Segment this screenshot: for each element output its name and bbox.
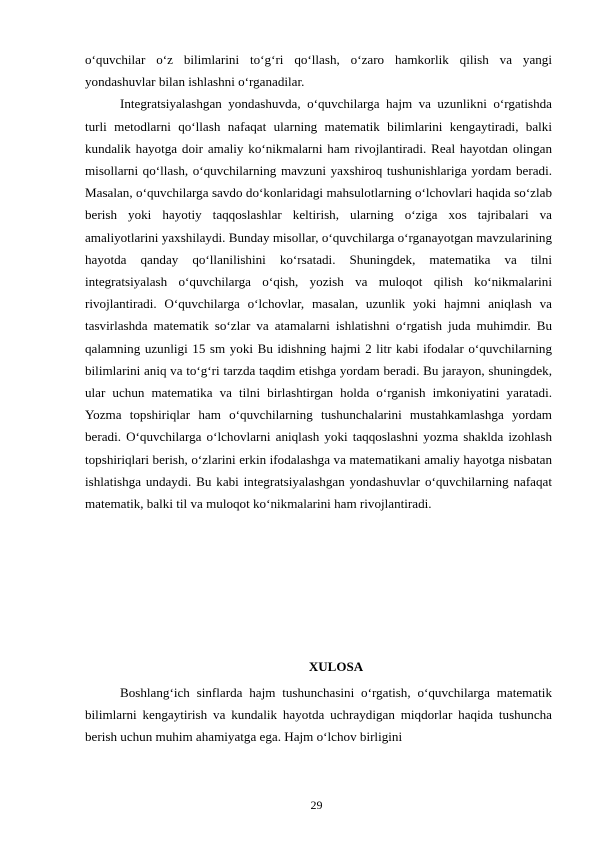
section-heading: XULOSA [308, 659, 364, 674]
conclusion-section [85, 682, 552, 749]
paragraph-integration: Integratsiyalashgan yondashuvda, o‘quvchilarga hajm va uzunlikni o‘rgatishda turli metodlarni qo‘llash nafaqat ularning matematik bilimlarini kengaytiradi, balki kundalik hayotga doir amaliy ko‘nikmalarni ham rivojlantiradi. Real hayotdan olingan misollarni qo‘llash, o‘quvchilarning mavzuni yaxshiroq tushunishlariga yordam beradi. Masalan, o‘quvchilarga savdo do‘konlaridagi mahsulotlarning o‘lchovlari haqida so‘zlab berish yoki hayotiy taqqoslashlar keltirish, ularning o‘ziga xos tajribalari va amaliyotlarini yaxshilaydi. Bunday misollar, o‘quvchilarga o‘rganayotgan mavzularining hayotda qanday qo‘llanilishini ko‘rsatadi. Shuningdek, matematika va tilni integratsiyalash o‘quvchilarga o‘qish, yozish va muloqot qilish ko‘nikmalarini rivojlantiradi. O‘quvchilarga o‘lchovlar, masalan, uzunlik yoki hajmni aniqlash va tasvirlashda matematik so‘zlar va atamalarni ishlatishni o‘rgatish juda muhimdir. Bu qalamning uzunligi 15 sm yoki Bu idishning hajmi 2 litr kabi ifodalar o‘quvchilarning bilimlarini aniq va to‘g‘ri tarzda taqdim etishga yordam beradi. Bu jarayon, shuningdek, ular uchun matematika va tilni birlashtirgan holda o‘rganish imkoniyatini yaratadi. Yozma topshiriqlar ham o‘quvchilarning tushunchalarini mustahkamlashga yordam beradi. O‘quvchilarga o‘lchovlarni aniqlash yoki taqqoslashni yozma shaklda izohlash topshiriqlari berish, o‘zlarini erkin ifodalashga va matematikani amaliy hayotga nisbatan ishlatishga undaydi. Bu kabi integratsiyalashgan yondashuvlar o‘quvchilarning nafaqat matematik, balki til va muloqot ko‘nikmalarini ham rivojlantiradi. [85, 96, 552, 512]
page-number: 29 [310, 798, 323, 812]
paragraph-intro: o‘quvchilar o‘z bilimlarini to‘g‘ri qo‘llash, o‘zaro hamkorlik qilish va yangi yondashuvlar bilan ishlashni o‘rganadilar. [85, 52, 552, 90]
document-body [85, 49, 552, 515]
paragraph-conclusion: Boshlang‘ich sinflarda hajm tushunchasini o‘rgatish, o‘quvchilarga matematik bilimlarni kengaytirish va kundalik hayotda uchraydigan miqdorlar haqida tushuncha berish uchun muhim ahamiyatga ega. Hajm o‘lchov birligini [85, 685, 552, 745]
